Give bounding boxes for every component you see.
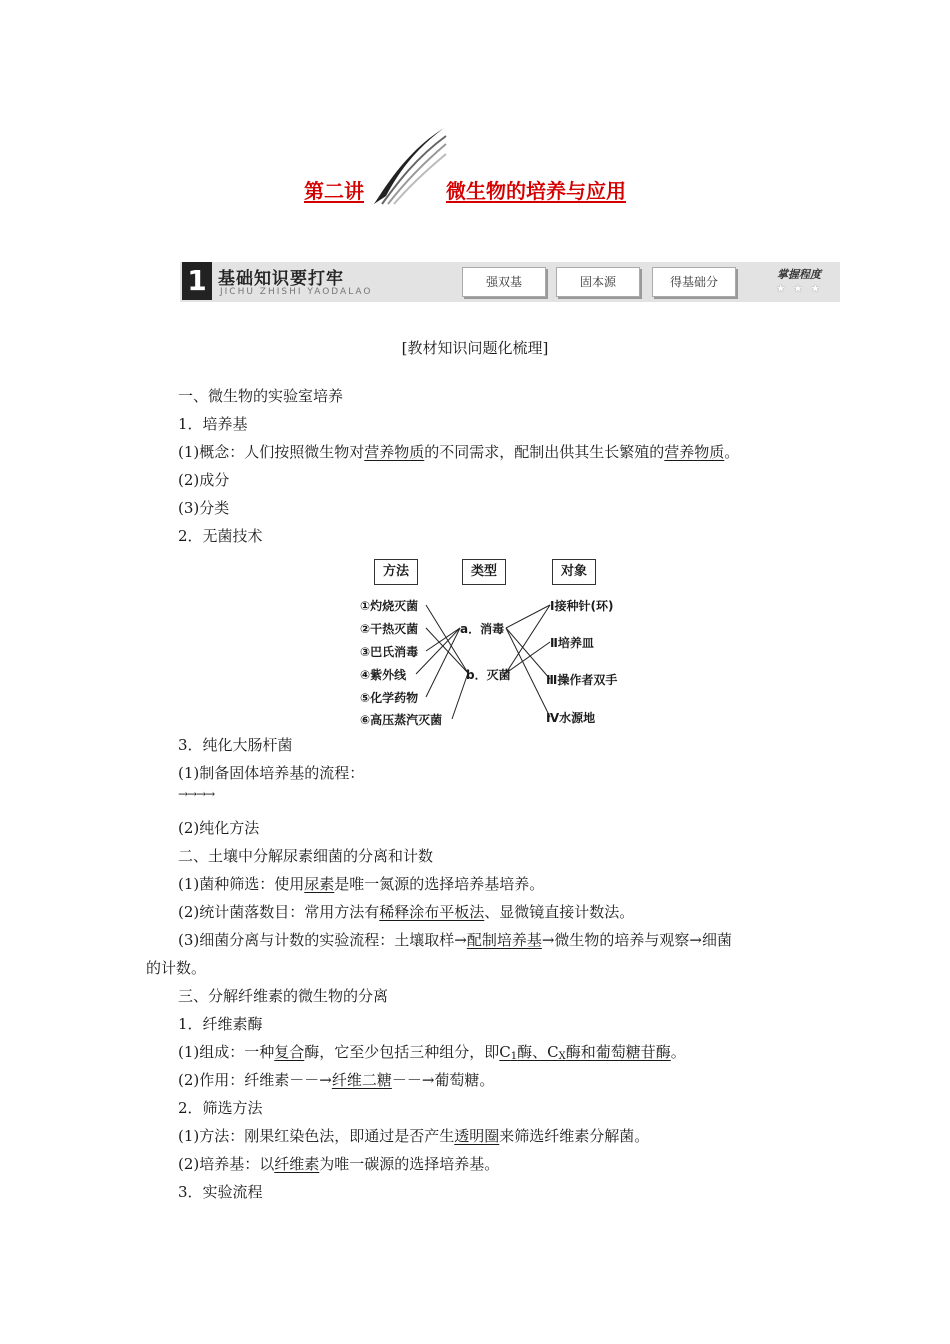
mastery-level — [764, 266, 834, 298]
object-item: Ⅲ操作者双手 — [546, 673, 618, 687]
subheading-procedure: 3．实验流程 — [178, 1183, 263, 1201]
object-item: Ⅳ水源地 — [546, 711, 596, 725]
function-line: (2)作用：纤维素－－→纤维二糖－－→葡萄糖。 — [178, 1071, 495, 1089]
heading-2: 二、土壤中分解尿素细菌的分离和计数 — [178, 847, 434, 865]
subheading-cellulase: 1．纤维素酶 — [178, 1015, 263, 1033]
banner-title: 基础知识要打牢 — [218, 269, 344, 289]
colony-count-line: (2)统计菌落数目：常用方法有稀释涂布平板法、显微镜直接计数法。 — [178, 903, 635, 921]
section-banner — [180, 262, 840, 302]
arrow-flow-icon: →→→→ — [178, 787, 215, 801]
connector-lines — [356, 557, 636, 737]
section-heading: [教材知识问题化梳理] — [401, 339, 549, 357]
subheading-aseptic: 2．无菌技术 — [178, 527, 263, 545]
header-method: 方法 — [374, 559, 418, 585]
strain-screen-line: (1)菌种筛选：使用尿素是唯一氮源的选择培养基培养。 — [178, 875, 545, 893]
pill-qiang-shuang-ji: 强双基 — [462, 267, 546, 297]
subheading-purify: 3．纯化大肠杆菌 — [178, 736, 293, 754]
object-item: Ⅰ接种针(环) — [550, 599, 614, 613]
mastery-label: 掌握程度 — [777, 268, 821, 281]
type-item: b．灭菌 — [466, 668, 511, 682]
experiment-flow-cont: 的计数。 — [146, 959, 207, 977]
header-object: 对象 — [552, 559, 596, 585]
pill-de-ji-chu-fen: 得基础分 — [652, 267, 736, 297]
heading-3: 三、分解纤维素的微生物的分离 — [178, 987, 389, 1005]
method-item: ①灼烧灭菌 — [360, 599, 419, 613]
star-icon: ★ ★ ★ — [775, 282, 823, 295]
subheading-medium: 1．培养基 — [178, 415, 248, 433]
medium-line: (2)培养基：以纤维素为唯一碳源的选择培养基。 — [178, 1155, 500, 1173]
concept-line: (1)概念：人们按照微生物对营养物质的不同需求，配制出供其生长繁殖的营养物质。 — [178, 443, 740, 461]
method-item: ④紫外线 — [360, 668, 407, 682]
experiment-flow-line: (3)细菌分离与计数的实验流程：土壤取样→配制培养基→微生物的培养与观察→细菌 — [178, 931, 732, 949]
composition-line: (1)组成：一种复合酶，它至少包括三种组分，即$C_1$酶、$C_X$酶和葡萄糖苷酶。 — [178, 1043, 686, 1062]
method-item: ③巴氏消毒 — [360, 645, 419, 659]
process-line: (1)制备固体培养基的流程： — [178, 764, 365, 782]
method-item: ②干热灭菌 — [360, 622, 419, 636]
method-item: ⑥高压蒸汽灭菌 — [360, 713, 443, 727]
subheading-screening: 2．筛选方法 — [178, 1099, 263, 1117]
method-item: ⑤化学药物 — [360, 691, 419, 705]
heading-1: 一、微生物的实验室培养 — [178, 387, 344, 405]
purify-method-line: (2)纯化方法 — [178, 819, 260, 837]
banner-subtitle: JICHU ZHISHI YAODALAO — [220, 287, 373, 297]
page-title: 微生物的培养与应用 — [446, 179, 626, 203]
lecture-number: 第二讲 — [304, 179, 364, 203]
classification-line: (3)分类 — [178, 499, 230, 517]
pill-gu-ben-yuan: 固本源 — [556, 267, 640, 297]
object-item: Ⅱ培养皿 — [550, 636, 594, 650]
components-line: (2)成分 — [178, 471, 230, 489]
method-line: (1)方法：刚果红染色法，即通过是否产生透明圈来筛选纤维素分解菌。 — [178, 1127, 650, 1145]
type-item: a．消毒 — [460, 622, 505, 636]
header-type: 类型 — [462, 559, 506, 585]
title-row — [0, 170, 950, 210]
banner-number: 1 — [182, 262, 212, 300]
